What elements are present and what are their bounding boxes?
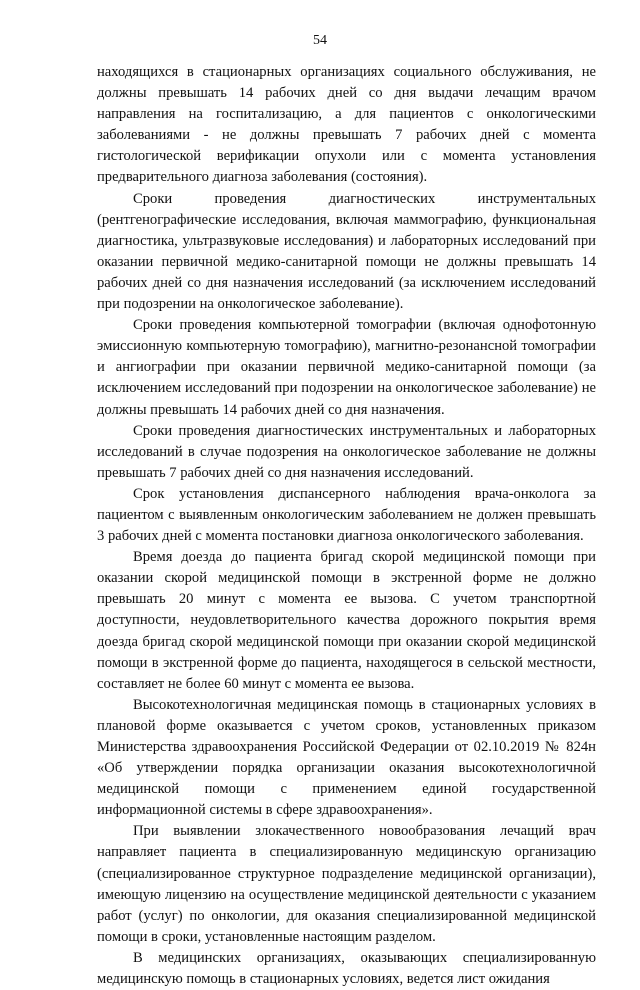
- document-body: [97, 62, 596, 990]
- page-number: 54: [313, 33, 327, 48]
- paragraph: Сроки проведения компьютерной томографии (включая однофотонную эмиссионную компьютерную томографию), магнитно-резонансной томографии и ангиографии при оказании первичной медико-санитарной помощи (за исключением исследований при подозрении на онкологическое заболевание) не должны превышать 14 рабочих дней со дня назначения.: [97, 317, 596, 418]
- paragraph: находящихся в стационарных организациях социального обслуживания, не должны превышать 14 рабочих дней со дня выдачи лечащим врачом направления на госпитализацию, а для пациентов с онкологическими заболеваниями - не должны превышать 7 рабочих дней с момента гистологической верификации опухоли или с момента установления предварительного диагноза заболевания (состояния).: [97, 64, 596, 186]
- paragraph: Сроки проведения диагностических инструментальных (рентгенографические исследования, включая маммографию, функциональная диагностика, ультразвуковые исследования) и лабораторных исследований при оказании первичной медико-санитарной помощи не должны превышать 14 рабочих дней со дня назначения исследований (за исключением исследований при подозрении на онкологическое заболевание).: [97, 190, 596, 313]
- paragraph: Срок установления диспансерного наблюдения врача-онколога за пациентом с выявленным онкологическим заболеванием не должен превышать 3 рабочих дней с момента постановки диагноза онкологического заболевания.: [97, 485, 596, 545]
- paragraph: В медицинских организациях, оказывающих специализированную медицинскую помощь в стационарных условиях, ведется лист ожидания: [97, 949, 596, 988]
- paragraph: Высокотехнологичная медицинская помощь в стационарных условиях в плановой форме оказывается с учетом сроков, установленных приказом Министерства здравоохранения Российской Федерации от 02.10.2019 № 824н «Об утверждении порядка организации оказания высокотехнологичной медицинской помощи с применением единой государственной информационной системы в сфере здравоохранения».: [97, 696, 596, 819]
- paragraph: Время доезда до пациента бригад скорой медицинской помощи при оказании скорой медицинской помощи в экстренной форме не должно превышать 20 минут с момента ее вызова. С учетом транспортной доступности, неудовлетворительного качества дорожного покрытия время доезда бригад скорой медицинской помощи при оказании скорой медицинской помощи в экстренной форме до пациента, находящегося в сельской местности, составляет не более 60 минут с момента ее вызова.: [97, 549, 596, 692]
- paragraph: Сроки проведения диагностических инструментальных и лабораторных исследований в случае подозрения на онкологическое заболевание не должны превышать 7 рабочих дней со дня назначения исследований.: [97, 422, 596, 481]
- paragraph: При выявлении злокачественного новообразования лечащий врач направляет пациента в специализированную медицинскую организацию (специализированное структурное подразделение медицинской организации), имеющую лицензию на осуществление медицинской деятельности с указанием работ (услуг) по онкологии, для оказания специализированной медицинской помощи в сроки, установленные настоящим разделом.: [97, 823, 596, 945]
